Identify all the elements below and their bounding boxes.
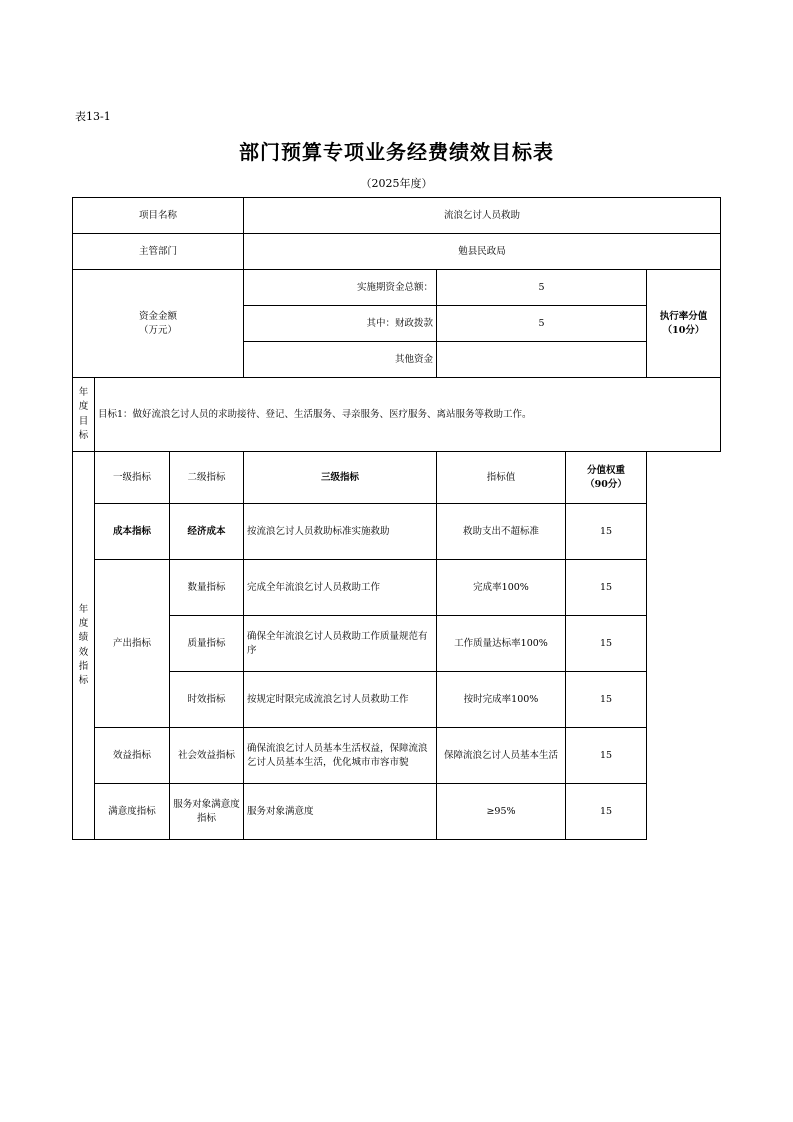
header-level3: 三级指标 [244, 452, 437, 504]
table-row [73, 672, 721, 728]
level3-indicator: 确保全年流浪乞讨人员救助工作质量规范有序 [244, 616, 437, 672]
execution-rate-label: 执行率分值 [659, 311, 708, 323]
indicator-score: 15 [566, 728, 647, 784]
level2-indicator: 时效指标 [170, 672, 244, 728]
annual-goal-label-char: 标 [78, 429, 89, 441]
level3-indicator: 按流浪乞讨人员救助标准实施救助 [244, 504, 437, 560]
funds-total-row [73, 270, 721, 306]
project-name-row [73, 198, 721, 234]
annual-goal-text: 目标1：做好流浪乞讨人员的求助接待、登记、生活服务、寻亲服务、医疗服务、离站服务等救助工作。 [95, 378, 721, 452]
level2-indicator: 质量指标 [170, 616, 244, 672]
indicator-score: 15 [566, 616, 647, 672]
department-value: 勉县民政局 [244, 234, 721, 270]
indicator-label-char: 绩 [78, 632, 89, 644]
annual-goal-label [73, 378, 95, 452]
indicator-value: 完成率100% [437, 560, 566, 616]
header-weight-cell [566, 452, 647, 504]
header-level1: 一级指标 [95, 452, 170, 504]
table-row [73, 728, 721, 784]
indicator-score: 15 [566, 504, 647, 560]
indicator-label-char: 指 [78, 660, 89, 672]
level1-indicator: 产出指标 [95, 560, 170, 728]
level2-indicator: 数量指标 [170, 560, 244, 616]
funds-label: 资金金额 [139, 311, 178, 323]
level2-indicator: 服务对象满意度指标 [170, 784, 244, 840]
indicator-value: 救助支出不超标准 [437, 504, 566, 560]
funds-fiscal-label: 其中：财政拨款 [244, 306, 437, 342]
indicator-score: 15 [566, 560, 647, 616]
indicator-value: 保障流浪乞讨人员基本生活 [437, 728, 566, 784]
header-weight: 分值权重 [587, 465, 626, 477]
page-title: 部门预算专项业务经费绩效目标表 [239, 140, 554, 164]
indicator-label-char: 年 [78, 603, 89, 615]
header-weight-sub: （90分） [585, 478, 627, 490]
indicator-label-char: 标 [78, 675, 89, 686]
indicator-value: 工作质量达标率100% [437, 616, 566, 672]
execution-rate-cell [647, 270, 721, 378]
funds-total-label: 实施期资金总额： [244, 270, 437, 306]
level1-indicator: 效益指标 [95, 728, 170, 784]
level1-indicator: 满意度指标 [95, 784, 170, 840]
level3-indicator: 服务对象满意度 [244, 784, 437, 840]
project-name-label: 项目名称 [73, 198, 244, 234]
table-row [73, 560, 721, 616]
fiscal-year: （2025年度） [360, 177, 433, 190]
performance-target-table [72, 197, 721, 840]
indicator-label-char: 效 [78, 646, 89, 658]
department-row [73, 234, 721, 270]
indicator-label-char: 度 [78, 618, 89, 629]
header-level2: 二级指标 [170, 452, 244, 504]
indicator-value: 按时完成率100% [437, 672, 566, 728]
indicator-score: 15 [566, 672, 647, 728]
table-row [73, 504, 721, 560]
table-number: 表13-1 [75, 110, 111, 123]
execution-rate-score: （10分） [662, 324, 705, 336]
indicator-score: 15 [566, 784, 647, 840]
table-row [73, 616, 721, 672]
level2-indicator: 社会效益指标 [170, 728, 244, 784]
funds-fiscal-value: 5 [437, 306, 647, 342]
funds-total-value: 5 [437, 270, 647, 306]
annual-goal-label-char: 年 [78, 387, 89, 398]
project-name-value: 流浪乞讨人员救助 [244, 198, 721, 234]
annual-goal-row [73, 378, 721, 452]
table-row [73, 784, 721, 840]
funds-other-label: 其他资金 [244, 342, 437, 378]
level3-indicator: 按规定时限完成流浪乞讨人员救助工作 [244, 672, 437, 728]
level1-indicator: 成本指标 [95, 504, 170, 560]
header-value: 指标值 [437, 452, 566, 504]
department-label: 主管部门 [73, 234, 244, 270]
level3-indicator: 完成全年流浪乞讨人员救助工作 [244, 560, 437, 616]
level3-indicator: 确保流浪乞讨人员基本生活权益，保障流浪乞讨人员基本生活，优化城市市容市貌 [244, 728, 437, 784]
indicator-value: ≥95% [437, 784, 566, 840]
annual-goal-label-char: 度 [78, 401, 89, 413]
funds-other-value [437, 342, 647, 378]
annual-goal-label-char: 目 [78, 415, 89, 427]
level2-indicator: 经济成本 [170, 504, 244, 560]
funds-unit: （万元） [139, 324, 178, 336]
performance-indicator-label [73, 452, 95, 840]
indicator-header-row [73, 452, 721, 504]
funds-label-cell [73, 270, 244, 378]
